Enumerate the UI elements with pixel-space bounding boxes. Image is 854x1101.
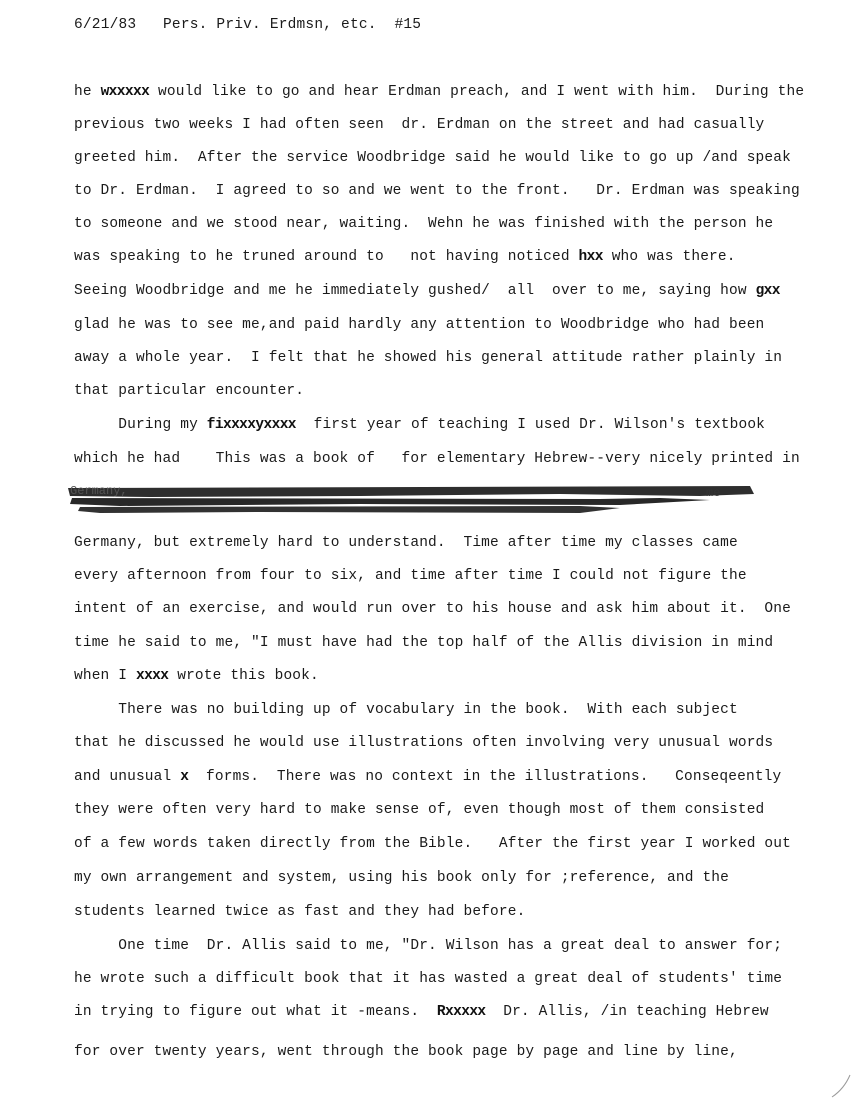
line-text: that particular encounter. (74, 383, 305, 399)
text-line (74, 451, 800, 467)
strikeout-text: xxxx (135, 668, 169, 684)
strikeout-text: x (180, 769, 189, 785)
text-line (74, 117, 764, 133)
line-text: would like to go and hear Erdman preach, and I went with him. During the (149, 84, 805, 100)
line-text: in trying to figure out what it -means. (74, 1004, 437, 1020)
text-line (74, 417, 765, 433)
line-text: who was there. (602, 249, 736, 265)
line-text: intent of an exercise, and would run over to his house and ask him about it. One (74, 601, 791, 617)
line-text: away a whole year. I felt that he showed his general attitude rather plainly in (74, 350, 783, 366)
line-text: previous two weeks I had often seen dr. Erdman on the street and had casually (74, 117, 765, 133)
page-header: 6/21/83 Pers. Priv. Erdmsn, etc. #15 (74, 17, 422, 33)
text-line (74, 735, 773, 751)
redacted-text-fragment: me (706, 486, 721, 500)
line-text: students learned twice as fast and they had before. (74, 904, 526, 920)
text-line (74, 870, 729, 886)
line-text: he (74, 84, 101, 100)
text-line (74, 938, 782, 954)
text-line (74, 802, 764, 818)
text-line (74, 904, 525, 920)
line-text: greeted him. After the service Woodbridge said he would like to go up /and speak (74, 150, 791, 166)
line-text: when I (74, 668, 136, 684)
line-text: which he had This was a book of for elementary Hebrew--very nicely printed in (74, 451, 800, 467)
line-text: to someone and we stood near, waiting. Wehn he was finished with the person he (74, 216, 774, 232)
text-line (74, 383, 304, 399)
text-line (74, 350, 782, 366)
text-line (74, 971, 782, 987)
text-line (74, 249, 736, 265)
strikeout-text: hxx (578, 249, 603, 265)
line-text: forms. There was no context in the illustrations. Conseqeently (188, 769, 782, 785)
text-line (74, 568, 747, 584)
line-text: glad he was to see me,and paid hardly any attention to Woodbridge who had been (74, 317, 765, 333)
line-text: was speaking to he truned around to not having noticed (74, 249, 579, 265)
line-text: time he said to me, "I must have had the top half of the Allis division in mind (74, 635, 774, 651)
line-text: my own arrangement and system, using his book only for ;reference, and the (74, 870, 730, 886)
page-corner-mark (814, 1071, 854, 1101)
line-text: Seeing Woodbridge and me he immediately gushed/ all over to me, saying how (74, 283, 756, 299)
text-line (74, 535, 738, 551)
text-line (74, 283, 780, 299)
text-line (74, 216, 773, 232)
line-text: they were often very hard to make sense of, even though most of them consisted (74, 802, 765, 818)
line-text: first year of teaching I used Dr. Wilson's textbook (295, 417, 766, 433)
line-text: for over twenty years, went through the book page by page and line by line, (74, 1044, 738, 1060)
line-text: to Dr. Erdman. I agreed to so and we went to the front. Dr. Erdman was speaking (74, 183, 800, 199)
text-line (74, 183, 800, 199)
line-text: that he discussed he would use illustrations often involving very unusual words (74, 735, 774, 751)
strikeout-text: wxxxxx (100, 84, 150, 100)
line-text: Germany, but extremely hard to understand. Time after time my classes came (74, 535, 738, 551)
strikeout-text: fixxxxyxxxx (206, 417, 296, 433)
text-line (74, 150, 791, 166)
redacted-lines (60, 480, 760, 520)
text-line (74, 769, 781, 785)
line-text: During my (74, 417, 207, 433)
strikeout-text: gxx (755, 283, 780, 299)
line-text: of a few words taken directly from the Bible. After the first year I worked out (74, 836, 791, 852)
text-line (74, 836, 791, 852)
line-text: every afternoon from four to six, and time after time I could not figure the (74, 568, 747, 584)
text-line (74, 601, 791, 617)
text-line (74, 668, 319, 684)
text-line (74, 84, 804, 100)
text-line (74, 702, 738, 718)
line-text: One time Dr. Allis said to me, "Dr. Wilson has a great deal to answer for; (74, 938, 783, 954)
text-line (74, 317, 764, 333)
line-text: and unusual (74, 769, 181, 785)
line-text: wrote this book. (168, 668, 319, 684)
line-text: he wrote such a difficult book that it has wasted a great deal of students' time (74, 971, 783, 987)
line-text: There was no building up of vocabulary in the book. With each subject (74, 702, 738, 718)
line-text: Dr. Allis, /in teaching Hebrew (485, 1004, 769, 1020)
redacted-text-fragment: Germany, (70, 484, 128, 498)
text-line (74, 635, 773, 651)
strikeout-text: Rxxxxx (436, 1004, 486, 1020)
text-line (74, 1044, 738, 1060)
text-line (74, 1004, 769, 1020)
